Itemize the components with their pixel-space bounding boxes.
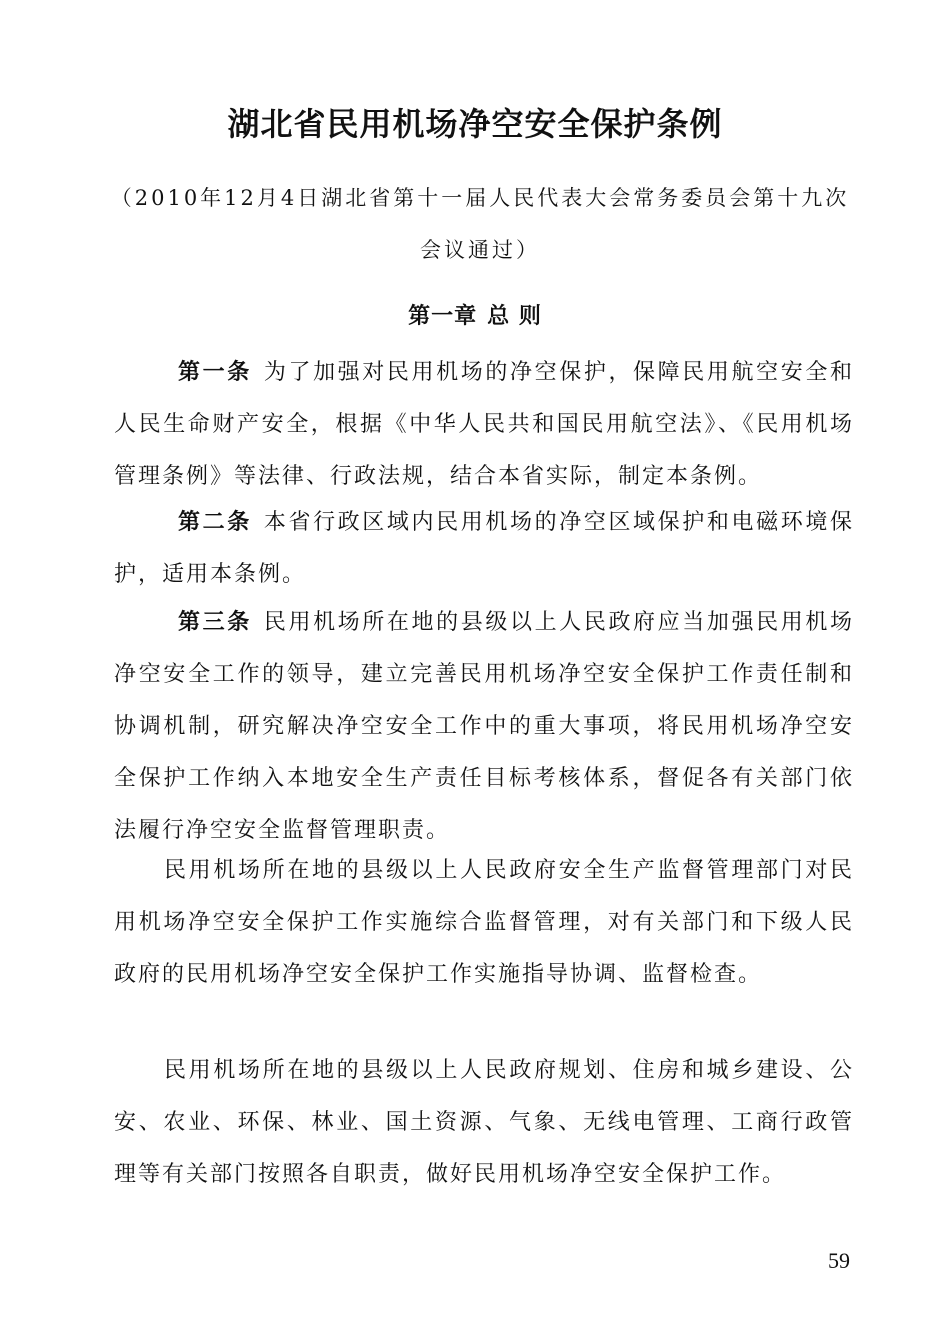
article-label: 第三条 [178, 610, 252, 635]
chapter-number: 第一章 [408, 304, 478, 329]
article-3-paragraph-3: 民用机场所在地的县级以上人民政府规划、住房和城乡建设、公安、农业、环保、林业、国土资源、气象、无线电管理、工商行政管理等有关部门按照各自职责，做好民用机场净空安全保护工作。 [114, 1058, 854, 1187]
article-3 [114, 597, 854, 857]
article-text: 民用机场所在地的县级以上人民政府应当加强民用机场净空安全工作的领导，建立完善民用机场净空安全保护工作责任制和协调机制，研究解决净空安全工作中的重大事项，将民用机场净空安全保护工作纳入本地安全生产责任目标考核体系，督促各有关部门依法履行净空安全监督管理职责。 [114, 610, 854, 843]
article-1 [114, 347, 854, 503]
chapter-heading [0, 293, 950, 341]
article-text: 本省行政区域内民用机场的净空区域保护和电磁环境保护，适用本条例。 [114, 510, 854, 587]
article-text: 为了加强对民用机场的净空保护，保障民用航空安全和人民生命财产安全，根据《中华人民共和国民用航空法》、《民用机场管理条例》等法律、行政法规，结合本省实际，制定本条例。 [114, 360, 854, 489]
article-label: 第二条 [178, 510, 252, 535]
document-subtitle: （2010年12月4日湖北省第十一届人民代表大会常务委员会第十九次会议通过） [110, 186, 850, 262]
article-label: 第一条 [178, 360, 252, 385]
article-2 [114, 497, 854, 601]
page-number: 59 [828, 1248, 850, 1273]
article-3-paragraph-2: 民用机场所在地的县级以上人民政府安全生产监督管理部门对民用机场净空安全保护工作实施综合监督管理，对有关部门和下级人民政府的民用机场净空安全保护工作实施指导协调、监督检查。 [114, 858, 854, 987]
chapter-title: 总 则 [487, 304, 542, 329]
document-title: 湖北省民用机场净空安全保护条例 [227, 105, 723, 143]
